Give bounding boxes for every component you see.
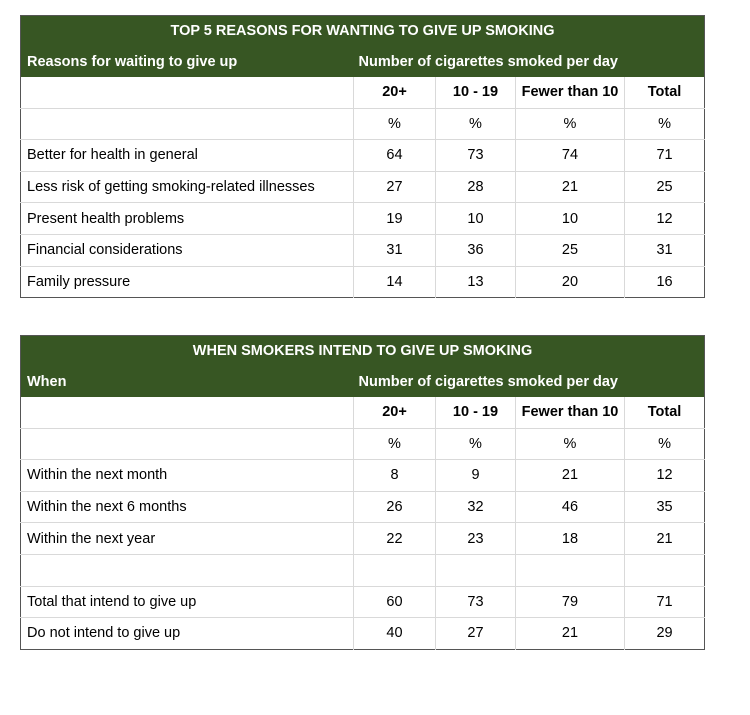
unit-cell: % bbox=[516, 108, 625, 140]
value-cell: 74 bbox=[516, 140, 625, 172]
value-cell: 12 bbox=[625, 203, 705, 235]
value-cell bbox=[436, 554, 516, 586]
value-cell: 31 bbox=[625, 234, 705, 266]
unit-cell: % bbox=[516, 428, 625, 460]
reasons-unit-row bbox=[21, 108, 705, 140]
value-cell: 21 bbox=[516, 171, 625, 203]
table-row bbox=[21, 491, 705, 523]
value-cell: 21 bbox=[625, 523, 705, 555]
intentions-unit-row bbox=[21, 428, 705, 460]
row-label: Within the next 6 months bbox=[21, 491, 354, 523]
table-row bbox=[21, 460, 705, 492]
value-cell: 40 bbox=[354, 618, 436, 650]
value-cell: 73 bbox=[436, 586, 516, 618]
value-cell: 28 bbox=[436, 171, 516, 203]
unit-cell: % bbox=[354, 108, 436, 140]
column-header-10-19: 10 - 19 bbox=[436, 77, 516, 108]
value-cell: 9 bbox=[436, 460, 516, 492]
table-row-spacer bbox=[21, 554, 705, 586]
reasons-title-row bbox=[21, 16, 705, 47]
column-header-10-19: 10 - 19 bbox=[436, 397, 516, 428]
reasons-blank-cell bbox=[21, 108, 354, 140]
table-row bbox=[21, 523, 705, 555]
value-cell: 25 bbox=[625, 171, 705, 203]
value-cell: 22 bbox=[354, 523, 436, 555]
row-label: Present health problems bbox=[21, 203, 354, 235]
value-cell: 13 bbox=[436, 266, 516, 298]
value-cell: 12 bbox=[625, 460, 705, 492]
column-header-fewer-than-10: Fewer than 10 bbox=[516, 77, 625, 108]
unit-cell: % bbox=[436, 108, 516, 140]
table-row bbox=[21, 171, 705, 203]
value-cell: 71 bbox=[625, 140, 705, 172]
row-label: Do not intend to give up bbox=[27, 625, 181, 642]
value-cell: 21 bbox=[516, 618, 625, 650]
row-label: Family pressure bbox=[27, 273, 131, 290]
row-label: Within the next year bbox=[21, 523, 354, 555]
intentions-blank-cell bbox=[21, 397, 354, 428]
column-header-20plus: 20+ bbox=[354, 397, 436, 428]
value-cell: 64 bbox=[354, 140, 436, 172]
intentions-group-header: Number of cigarettes smoked per day bbox=[354, 366, 705, 397]
value-cell: 8 bbox=[354, 460, 436, 492]
row-label: Better for health in general bbox=[21, 140, 354, 172]
value-cell: 73 bbox=[436, 140, 516, 172]
value-cell: 16 bbox=[625, 266, 705, 298]
value-cell bbox=[516, 554, 625, 586]
table-row bbox=[21, 266, 705, 298]
table-row bbox=[21, 618, 705, 650]
column-header-total: Total bbox=[625, 77, 705, 108]
unit-cell: % bbox=[354, 428, 436, 460]
value-cell: 32 bbox=[436, 491, 516, 523]
value-cell: 29 bbox=[625, 618, 705, 650]
value-cell: 21 bbox=[516, 460, 625, 492]
value-cell: 36 bbox=[436, 234, 516, 266]
value-cell bbox=[625, 554, 705, 586]
value-cell: 60 bbox=[354, 586, 436, 618]
value-cell: 27 bbox=[436, 618, 516, 650]
value-cell: 10 bbox=[516, 203, 625, 235]
intentions-row-header: When bbox=[21, 366, 354, 397]
row-label: Financial considerations bbox=[21, 234, 354, 266]
row-label: Within the next month bbox=[21, 460, 354, 492]
value-cell: 79 bbox=[516, 586, 625, 618]
row-label: Total that intend to give up bbox=[21, 586, 354, 618]
reasons-column-header-row bbox=[21, 77, 705, 108]
table-row bbox=[21, 203, 705, 235]
value-cell: 35 bbox=[625, 491, 705, 523]
value-cell: 27 bbox=[354, 171, 436, 203]
intentions-table-title: WHEN SMOKERS INTEND TO GIVE UP SMOKING bbox=[21, 336, 705, 367]
intentions-blank-cell bbox=[21, 428, 354, 460]
reasons-table bbox=[20, 15, 705, 298]
reasons-subhead-row bbox=[21, 46, 705, 77]
column-header-fewer-than-10: Fewer than 10 bbox=[516, 397, 625, 428]
reasons-blank-cell bbox=[21, 77, 354, 108]
intentions-table bbox=[20, 335, 705, 650]
table-row bbox=[21, 234, 705, 266]
intentions-title-row bbox=[21, 336, 705, 367]
row-label: Less risk of getting smoking-related illnesses bbox=[21, 171, 354, 203]
column-header-20plus: 20+ bbox=[354, 77, 436, 108]
reasons-row-header: Reasons for waiting to give up bbox=[21, 46, 354, 77]
value-cell: 10 bbox=[436, 203, 516, 235]
reasons-group-header: Number of cigarettes smoked per day bbox=[354, 46, 705, 77]
value-cell: 71 bbox=[625, 586, 705, 618]
value-cell: 25 bbox=[516, 234, 625, 266]
value-cell: 18 bbox=[516, 523, 625, 555]
table-row bbox=[21, 586, 705, 618]
intentions-subhead-row bbox=[21, 366, 705, 397]
value-cell: 46 bbox=[516, 491, 625, 523]
value-cell: 14 bbox=[354, 266, 436, 298]
value-cell: 23 bbox=[436, 523, 516, 555]
value-cell bbox=[354, 554, 436, 586]
unit-cell: % bbox=[625, 428, 705, 460]
value-cell: 20 bbox=[516, 266, 625, 298]
table-row bbox=[21, 140, 705, 172]
unit-cell: % bbox=[436, 428, 516, 460]
value-cell: 26 bbox=[354, 491, 436, 523]
value-cell: 19 bbox=[354, 203, 436, 235]
value-cell: 31 bbox=[354, 234, 436, 266]
row-label bbox=[21, 554, 354, 586]
unit-cell: % bbox=[625, 108, 705, 140]
intentions-column-header-row bbox=[21, 397, 705, 428]
column-header-total: Total bbox=[625, 397, 705, 428]
reasons-table-title: TOP 5 REASONS FOR WANTING TO GIVE UP SMOKING bbox=[21, 16, 705, 47]
